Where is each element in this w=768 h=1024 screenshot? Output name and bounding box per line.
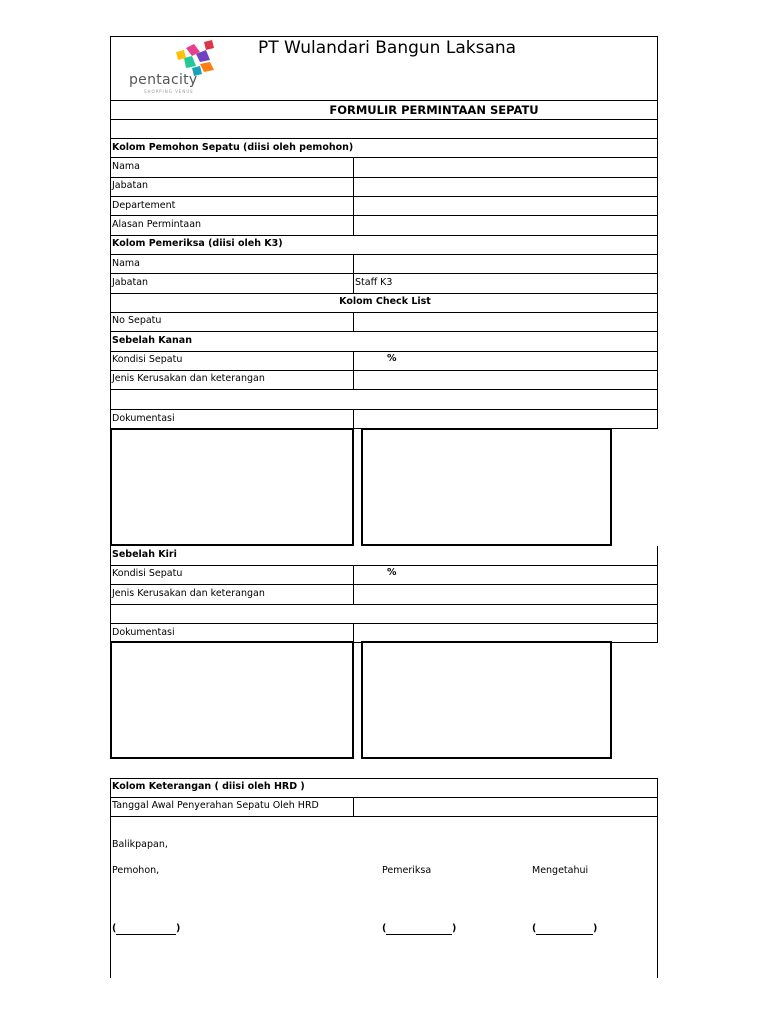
kiri-kondisi-label: Kondisi Sepatu xyxy=(112,568,183,579)
kanan-jenis-label: Jenis Kerusakan dan keterangan xyxy=(112,373,265,384)
kiri-kondisi-value: % xyxy=(387,567,397,578)
company-logo xyxy=(114,40,229,100)
checklist-title: Kolom Check List xyxy=(339,296,431,307)
table-border-left xyxy=(110,119,111,429)
pemeriksa-section-title: Kolom Pemeriksa (diisi oleh K3) xyxy=(112,238,283,249)
pemohon-section-title: Kolom Pemohon Sepatu (diisi oleh pemohon) xyxy=(112,142,354,153)
photo-box-kanan-2[interactable] xyxy=(361,428,612,546)
photo-box-kiri-1[interactable] xyxy=(110,641,354,759)
form-title: FORMULIR PERMINTAAN SEPATU xyxy=(329,103,539,117)
kanan-kondisi-value: % xyxy=(387,353,397,364)
company-name: PT Wulandari Bangun Laksana xyxy=(258,38,517,58)
kiri-dokumentasi-label: Dokumentasi xyxy=(112,627,175,638)
signature-pemeriksa-label: Pemeriksa xyxy=(382,865,432,876)
signature-pemohon-label: Pemohon, xyxy=(112,865,160,876)
kanan-kondisi-label: Kondisi Sepatu xyxy=(112,354,183,365)
signature-city: Balikpapan, xyxy=(112,839,168,850)
kanan-dokumentasi-label: Dokumentasi xyxy=(112,413,175,424)
pemeriksa-jabatan-label: Jabatan xyxy=(112,277,149,288)
logo-subtext: SHOPPING VENUE xyxy=(144,89,194,94)
pemeriksa-nama-label: Nama xyxy=(112,258,141,269)
photo-box-kanan-1[interactable] xyxy=(110,428,354,546)
pemohon-nama-label: Nama xyxy=(112,161,141,172)
kiri-section-title: Sebelah Kiri xyxy=(112,549,177,560)
divider xyxy=(110,119,658,120)
photo-box-kiri-2[interactable] xyxy=(361,641,612,759)
kiri-jenis-label: Jenis Kerusakan dan keterangan xyxy=(112,588,265,599)
divider xyxy=(110,100,658,101)
signature-mengetahui-label: Mengetahui xyxy=(532,865,589,876)
kanan-section-title: Sebelah Kanan xyxy=(112,335,192,346)
table-border-right xyxy=(657,119,658,429)
pemohon-departement-label: Departement xyxy=(112,200,176,211)
pemeriksa-jabatan-value: Staff K3 xyxy=(355,277,393,288)
hrd-section-title: Kolom Keterangan ( diisi oleh HRD ) xyxy=(112,781,305,792)
pemohon-jabatan-label: Jabatan xyxy=(112,180,149,191)
no-sepatu-label: No Sepatu xyxy=(112,315,162,326)
pemohon-alasan-label: Alasan Permintaan xyxy=(112,219,202,230)
logo-text: pentacity xyxy=(129,72,198,88)
hrd-tanggal-label: Tanggal Awal Penyerahan Sepatu Oleh HRD xyxy=(112,800,319,811)
